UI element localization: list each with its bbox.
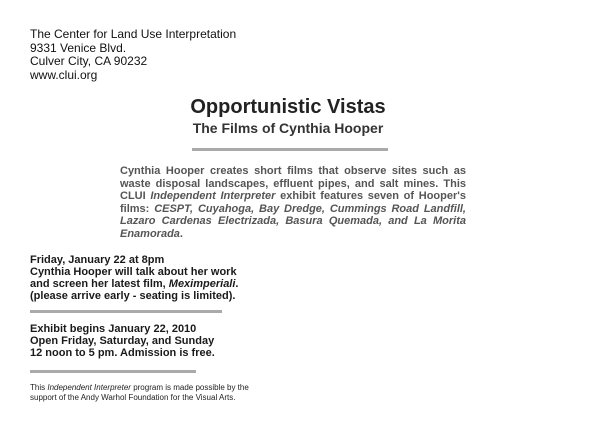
address-website: www.clui.org bbox=[30, 67, 98, 82]
exhibit-block bbox=[30, 323, 290, 359]
event-seating-note: (please arrive early - seating is limited). bbox=[30, 290, 236, 302]
event-block bbox=[30, 254, 290, 302]
description-text-2: exhibit features seven of Hooper's films: bbox=[120, 190, 466, 215]
credit-line-1 bbox=[30, 383, 290, 393]
description-paragraph bbox=[120, 165, 466, 240]
event-line-3-text: and screen her latest film, bbox=[30, 278, 169, 290]
description-program-name: Independent Interpreter bbox=[150, 190, 276, 202]
exhibit-open-days: Open Friday, Saturday, and Sunday bbox=[30, 335, 215, 347]
event-date: Friday, January 22 at 8pm bbox=[30, 254, 165, 266]
description-film-list: CESPT, Cuyahoga, Bay Dredge, Cummings Road Landfill, Lazaro Cardenas Electrizada, Basura Quemada, and La Morita Enamorada bbox=[120, 202, 466, 240]
address-city: Culver City, CA 90232 bbox=[30, 54, 148, 68]
exhibit-start-date: Exhibit begins January 22, 2010 bbox=[30, 323, 197, 335]
event-divider bbox=[30, 310, 222, 313]
address-block bbox=[30, 28, 236, 82]
address-org-name: The Center for Land Use Interpretation bbox=[30, 27, 237, 41]
title-block bbox=[188, 96, 388, 136]
exhibit-divider bbox=[30, 370, 196, 373]
event-line-3-end: . bbox=[235, 278, 239, 290]
description-text-3: . bbox=[179, 227, 183, 240]
description bbox=[120, 165, 466, 240]
description-text-1: Cynthia Hooper creates short films that observe sites such as waste disposal landscapes, effluent pipes, and salt mines. This CLUI bbox=[120, 165, 466, 202]
title-divider bbox=[192, 148, 388, 151]
event-line-3 bbox=[30, 278, 290, 290]
address-street: 9331 Venice Blvd. bbox=[30, 40, 127, 55]
credit-block bbox=[30, 383, 290, 403]
event-film-title: Meximperiali bbox=[168, 278, 236, 290]
credit-line-2: support of the Andy Warhol Foundation for the Visual Arts. bbox=[30, 393, 236, 402]
credit-text-post: program is made possible by the bbox=[130, 383, 249, 392]
credit-program-name: Independent Interpreter bbox=[47, 383, 131, 392]
page-subtitle: The Films of Cynthia Hooper bbox=[192, 120, 384, 136]
exhibit-hours: 12 noon to 5 pm. Admission is free. bbox=[30, 347, 215, 359]
page-title: Opportunistic Vistas bbox=[190, 96, 386, 118]
event-line-2: Cynthia Hooper will talk about her work bbox=[30, 266, 237, 278]
credit-text-pre: This bbox=[30, 383, 48, 392]
